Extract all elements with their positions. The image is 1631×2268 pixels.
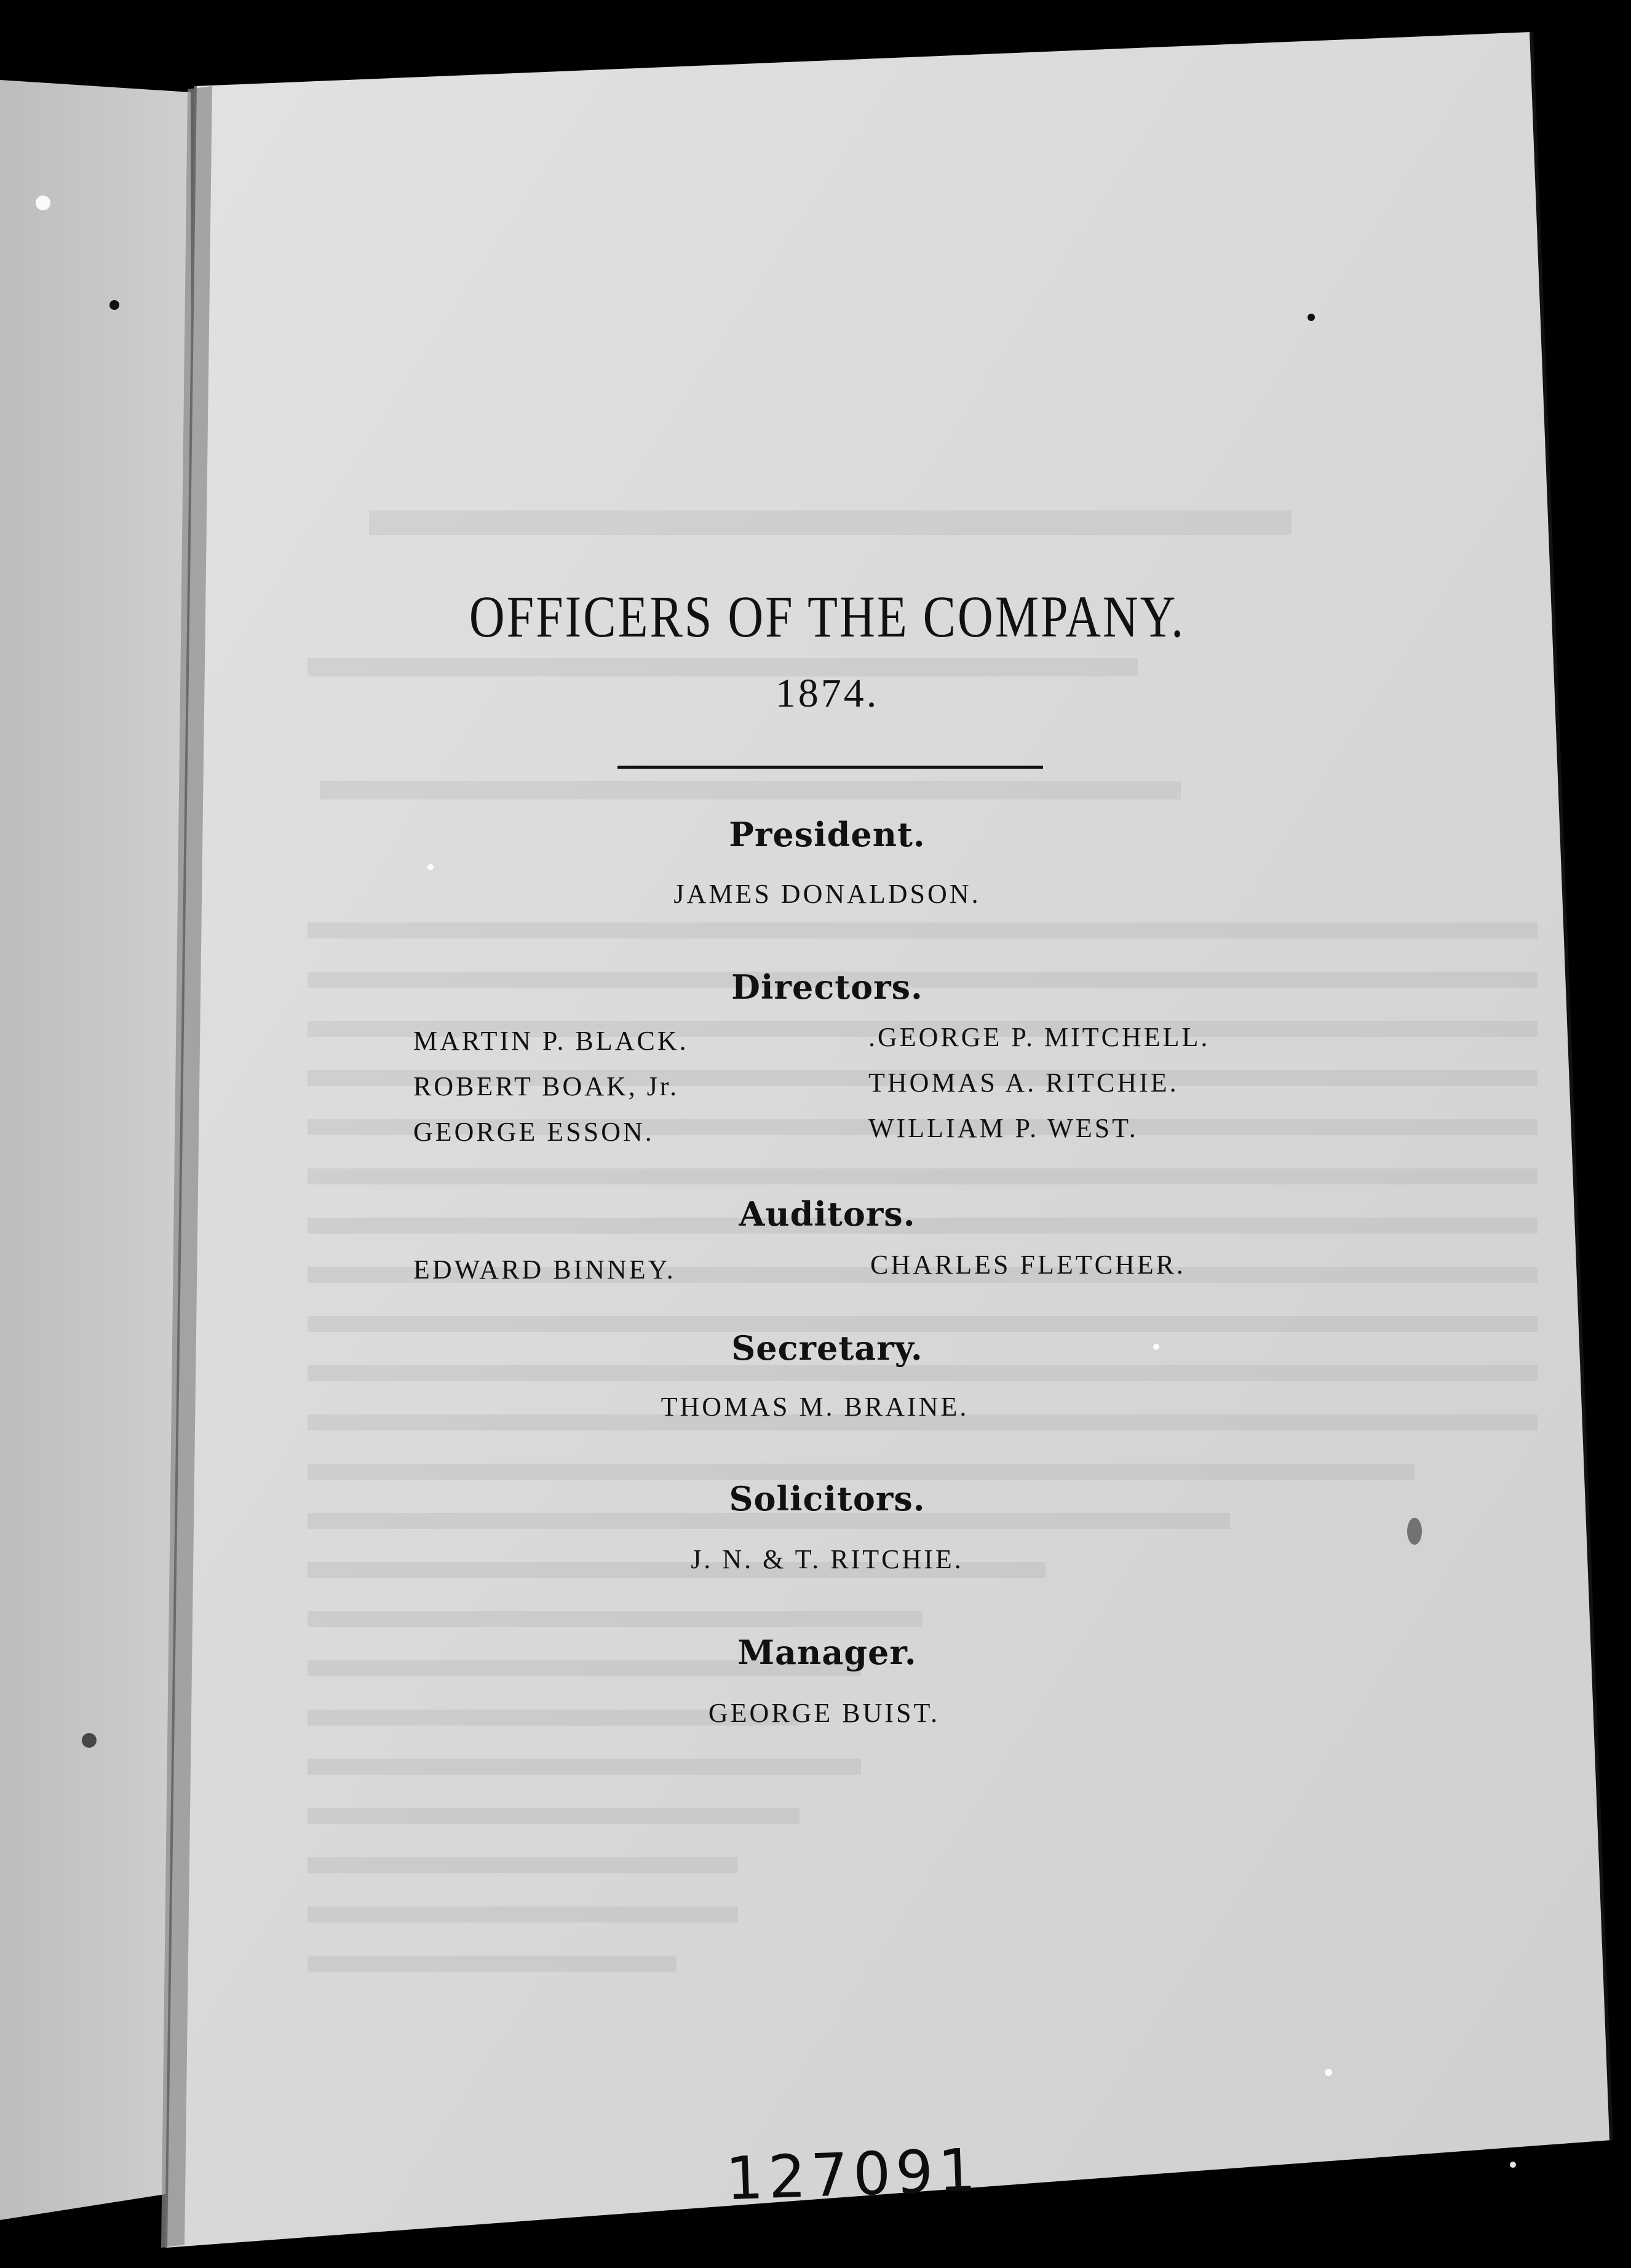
director-name: WILLIAM P. WEST. [868,1113,1138,1143]
catalog-number: 127091 [724,2135,982,2214]
secretary-name: THOMAS M. BRAINE. [661,1392,969,1422]
president-heading: President. [729,815,926,854]
solicitors-name: J. N. & T. RITCHIE. [691,1544,964,1574]
director-name: ROBERT BOAK, Jr. [413,1071,680,1101]
directors-heading: Directors. [731,967,923,1007]
manager-name: GEORGE BUIST. [708,1698,940,1728]
president-name: JAMES DONALDSON. [673,879,981,909]
manager-heading: Manager. [737,1633,917,1672]
auditor-name-right: CHARLES FLETCHER. [870,1250,1186,1280]
directors-right-column [868,1015,1210,1151]
secretary-heading: Secretary. [731,1328,923,1368]
director-name: THOMAS A. RITCHIE. [868,1068,1179,1098]
page-title: OFFICERS OF THE COMPANY. [469,585,1186,650]
divider-rule [617,766,1043,769]
auditor-name-left: EDWARD BINNEY. [413,1255,676,1285]
director-name: GEORGE ESSON. [413,1117,654,1147]
year: 1874. [775,671,879,716]
directors-left-column [413,1018,689,1155]
auditors-heading: Auditors. [739,1194,916,1234]
solicitors-heading: Solicitors. [729,1479,926,1518]
director-name: MARTIN P. BLACK. [413,1026,689,1056]
director-name: .GEORGE P. MITCHELL. [868,1022,1210,1052]
